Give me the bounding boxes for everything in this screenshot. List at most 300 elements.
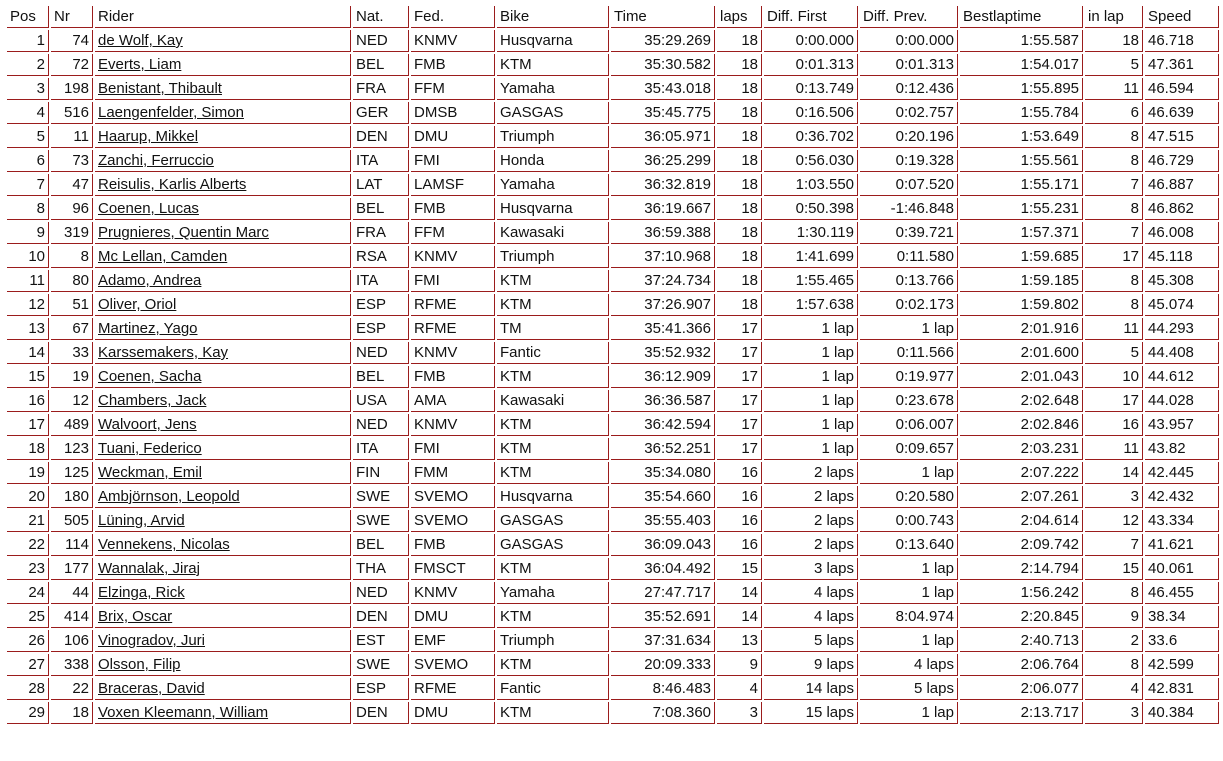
cell-diff-first: 1 lap — [764, 414, 858, 436]
cell-in-lap: 11 — [1085, 78, 1143, 100]
cell-bike: KTM — [497, 462, 609, 484]
cell-fed: EMF — [411, 630, 495, 652]
cell-rider — [95, 438, 351, 460]
cell-nat: BEL — [353, 54, 409, 76]
cell-nr: 73 — [51, 150, 93, 172]
rider-link[interactable]: Adamo, Andrea — [98, 272, 202, 289]
cell-nat: DEN — [353, 606, 409, 628]
cell-speed: 46.455 — [1145, 582, 1219, 604]
cell-rider — [95, 342, 351, 364]
cell-rider — [95, 198, 351, 220]
cell-rider — [95, 174, 351, 196]
cell-bike: GASGAS — [497, 534, 609, 556]
cell-laps: 14 — [717, 606, 762, 628]
cell-in-lap: 7 — [1085, 174, 1143, 196]
cell-bike: Yamaha — [497, 174, 609, 196]
cell-nat: SWE — [353, 486, 409, 508]
cell-laps: 18 — [717, 78, 762, 100]
cell-diff-prev: 0:11.566 — [860, 342, 958, 364]
table-row — [7, 702, 1219, 724]
cell-speed: 43.82 — [1145, 438, 1219, 460]
rider-link[interactable]: Wannalak, Jiraj — [98, 560, 200, 577]
results-table — [5, 4, 1221, 726]
table-row — [7, 342, 1219, 364]
cell-bike: Triumph — [497, 126, 609, 148]
cell-fed: DMSB — [411, 102, 495, 124]
cell-bike: KTM — [497, 294, 609, 316]
cell-nat: ESP — [353, 318, 409, 340]
cell-bestlaptime: 1:59.685 — [960, 246, 1083, 268]
cell-fed: DMU — [411, 702, 495, 724]
cell-in-lap: 8 — [1085, 198, 1143, 220]
cell-bestlaptime: 2:09.742 — [960, 534, 1083, 556]
cell-nat: FRA — [353, 222, 409, 244]
cell-bestlaptime: 2:14.794 — [960, 558, 1083, 580]
cell-diff-prev: 0:13.766 — [860, 270, 958, 292]
cell-nr: 8 — [51, 246, 93, 268]
cell-speed: 46.718 — [1145, 30, 1219, 52]
cell-laps: 3 — [717, 702, 762, 724]
cell-diff-first: 5 laps — [764, 630, 858, 652]
cell-pos: 5 — [7, 126, 49, 148]
cell-rider — [95, 294, 351, 316]
rider-link[interactable]: Ambjörnson, Leopold — [98, 488, 240, 505]
cell-diff-first: 2 laps — [764, 462, 858, 484]
cell-nr: 18 — [51, 702, 93, 724]
cell-diff-first: 1 lap — [764, 342, 858, 364]
cell-nat: ESP — [353, 678, 409, 700]
cell-bestlaptime: 2:06.764 — [960, 654, 1083, 676]
rider-link[interactable]: Oliver, Oriol — [98, 296, 177, 313]
cell-speed: 46.887 — [1145, 174, 1219, 196]
table-row — [7, 270, 1219, 292]
cell-diff-first: 1 lap — [764, 438, 858, 460]
cell-in-lap: 3 — [1085, 702, 1143, 724]
cell-nr: 489 — [51, 414, 93, 436]
cell-laps: 18 — [717, 102, 762, 124]
rider-link[interactable]: Lüning, Arvid — [98, 512, 185, 529]
cell-bestlaptime: 1:55.895 — [960, 78, 1083, 100]
rider-link[interactable]: Olsson, Filip — [98, 656, 181, 673]
cell-rider — [95, 510, 351, 532]
cell-pos: 10 — [7, 246, 49, 268]
cell-diff-prev: 0:12.436 — [860, 78, 958, 100]
cell-diff-prev: -1:46.848 — [860, 198, 958, 220]
cell-diff-prev: 0:11.580 — [860, 246, 958, 268]
column-header-nat: Nat. — [353, 6, 409, 28]
rider-link[interactable]: Benistant, Thibault — [98, 80, 222, 97]
cell-laps: 17 — [717, 390, 762, 412]
cell-nat: DEN — [353, 126, 409, 148]
cell-pos: 8 — [7, 198, 49, 220]
cell-diff-prev: 1 lap — [860, 558, 958, 580]
cell-nr: 51 — [51, 294, 93, 316]
rider-link[interactable]: Mc Lellan, Camden — [98, 248, 228, 265]
cell-rider — [95, 78, 351, 100]
cell-fed: SVEMO — [411, 510, 495, 532]
cell-time: 36:36.587 — [611, 390, 715, 412]
cell-time: 36:59.388 — [611, 222, 715, 244]
rider-link[interactable]: Prugnieres, Quentin Marc — [98, 224, 269, 241]
cell-nr: 338 — [51, 654, 93, 676]
cell-time: 35:34.080 — [611, 462, 715, 484]
cell-laps: 17 — [717, 342, 762, 364]
cell-diff-first: 0:56.030 — [764, 150, 858, 172]
cell-pos: 22 — [7, 534, 49, 556]
cell-diff-prev: 4 laps — [860, 654, 958, 676]
cell-fed: KNMV — [411, 342, 495, 364]
cell-nat: NED — [353, 342, 409, 364]
cell-bike: KTM — [497, 654, 609, 676]
table-row — [7, 246, 1219, 268]
rider-link[interactable]: Vinogradov, Juri — [98, 632, 206, 649]
cell-diff-prev: 0:20.580 — [860, 486, 958, 508]
cell-nat: NED — [353, 30, 409, 52]
cell-speed: 41.621 — [1145, 534, 1219, 556]
rider-link[interactable]: Martinez, Yago — [98, 320, 198, 337]
cell-bestlaptime: 1:55.587 — [960, 30, 1083, 52]
cell-speed: 42.432 — [1145, 486, 1219, 508]
cell-time: 36:25.299 — [611, 150, 715, 172]
cell-speed: 47.361 — [1145, 54, 1219, 76]
rider-link[interactable]: Chambers, Jack — [98, 392, 207, 409]
table-row — [7, 78, 1219, 100]
cell-time: 35:55.403 — [611, 510, 715, 532]
cell-nat: NED — [353, 582, 409, 604]
cell-bestlaptime: 1:59.802 — [960, 294, 1083, 316]
cell-time: 35:45.775 — [611, 102, 715, 124]
cell-laps: 18 — [717, 174, 762, 196]
table-row — [7, 630, 1219, 652]
cell-bike: Kawasaki — [497, 222, 609, 244]
cell-pos: 15 — [7, 366, 49, 388]
cell-in-lap: 9 — [1085, 606, 1143, 628]
cell-bestlaptime: 2:07.261 — [960, 486, 1083, 508]
table-row — [7, 294, 1219, 316]
rider-link[interactable]: Reisulis, Karlis Alberts — [98, 176, 247, 193]
cell-bestlaptime: 2:40.713 — [960, 630, 1083, 652]
table-row — [7, 102, 1219, 124]
cell-fed: SVEMO — [411, 486, 495, 508]
cell-laps: 18 — [717, 150, 762, 172]
cell-in-lap: 8 — [1085, 126, 1143, 148]
cell-nat: SWE — [353, 510, 409, 532]
cell-in-lap: 3 — [1085, 486, 1143, 508]
cell-fed: SVEMO — [411, 654, 495, 676]
cell-in-lap: 11 — [1085, 438, 1143, 460]
cell-bestlaptime: 1:55.231 — [960, 198, 1083, 220]
cell-nat: SWE — [353, 654, 409, 676]
cell-diff-first: 1:41.699 — [764, 246, 858, 268]
rider-link[interactable]: Elzinga, Rick — [98, 584, 185, 601]
cell-in-lap: 8 — [1085, 582, 1143, 604]
rider-link[interactable]: Walvoort, Jens — [98, 416, 197, 433]
cell-diff-first: 0:01.313 — [764, 54, 858, 76]
column-header-bestlaptime: Bestlaptime — [960, 6, 1083, 28]
cell-bike: KTM — [497, 558, 609, 580]
cell-rider — [95, 150, 351, 172]
cell-time: 36:32.819 — [611, 174, 715, 196]
cell-rider — [95, 414, 351, 436]
cell-rider — [95, 54, 351, 76]
cell-bestlaptime: 2:02.648 — [960, 390, 1083, 412]
cell-bike: KTM — [497, 366, 609, 388]
cell-in-lap: 17 — [1085, 390, 1143, 412]
cell-fed: FMI — [411, 150, 495, 172]
cell-diff-prev: 0:39.721 — [860, 222, 958, 244]
rider-link[interactable]: Weckman, Emil — [98, 464, 202, 481]
cell-pos: 4 — [7, 102, 49, 124]
cell-diff-first: 1 lap — [764, 318, 858, 340]
cell-pos: 28 — [7, 678, 49, 700]
cell-laps: 18 — [717, 270, 762, 292]
cell-nr: 414 — [51, 606, 93, 628]
column-header-fed: Fed. — [411, 6, 495, 28]
cell-rider — [95, 702, 351, 724]
cell-pos: 21 — [7, 510, 49, 532]
cell-nat: ESP — [353, 294, 409, 316]
cell-rider — [95, 606, 351, 628]
cell-bestlaptime: 2:01.600 — [960, 342, 1083, 364]
cell-diff-prev: 0:19.328 — [860, 150, 958, 172]
cell-time: 35:41.366 — [611, 318, 715, 340]
cell-fed: DMU — [411, 606, 495, 628]
table-row — [7, 198, 1219, 220]
cell-bike: Honda — [497, 150, 609, 172]
rider-link[interactable]: Everts, Liam — [98, 56, 182, 73]
cell-nr: 106 — [51, 630, 93, 652]
cell-speed: 47.515 — [1145, 126, 1219, 148]
column-header-diff-prev: Diff. Prev. — [860, 6, 958, 28]
cell-pos: 27 — [7, 654, 49, 676]
cell-bike: KTM — [497, 54, 609, 76]
cell-pos: 19 — [7, 462, 49, 484]
cell-nr: 96 — [51, 198, 93, 220]
cell-nr: 12 — [51, 390, 93, 412]
cell-laps: 18 — [717, 294, 762, 316]
cell-speed: 38.34 — [1145, 606, 1219, 628]
rider-link[interactable]: Vennekens, Nicolas — [98, 536, 230, 553]
cell-bike: Husqvarna — [497, 198, 609, 220]
column-header-bike: Bike — [497, 6, 609, 28]
rider-link[interactable]: Voxen Kleemann, William — [98, 704, 269, 721]
cell-laps: 18 — [717, 54, 762, 76]
cell-bestlaptime: 1:54.017 — [960, 54, 1083, 76]
cell-diff-prev: 0:02.757 — [860, 102, 958, 124]
cell-fed: FMSCT — [411, 558, 495, 580]
cell-diff-first: 9 laps — [764, 654, 858, 676]
cell-diff-prev: 1 lap — [860, 702, 958, 724]
cell-diff-first: 4 laps — [764, 582, 858, 604]
cell-nr: 180 — [51, 486, 93, 508]
cell-laps: 17 — [717, 366, 762, 388]
cell-in-lap: 2 — [1085, 630, 1143, 652]
cell-rider — [95, 270, 351, 292]
cell-rider — [95, 102, 351, 124]
cell-time: 36:05.971 — [611, 126, 715, 148]
cell-bike: KTM — [497, 438, 609, 460]
cell-speed: 40.061 — [1145, 558, 1219, 580]
cell-rider — [95, 486, 351, 508]
table-row — [7, 678, 1219, 700]
cell-diff-first: 0:13.749 — [764, 78, 858, 100]
cell-rider — [95, 534, 351, 556]
cell-fed: KNMV — [411, 582, 495, 604]
cell-in-lap: 7 — [1085, 534, 1143, 556]
cell-diff-prev: 1 lap — [860, 630, 958, 652]
cell-bestlaptime: 2:01.916 — [960, 318, 1083, 340]
cell-fed: FMB — [411, 198, 495, 220]
cell-nr: 125 — [51, 462, 93, 484]
cell-fed: RFME — [411, 318, 495, 340]
cell-time: 37:26.907 — [611, 294, 715, 316]
column-header-pos: Pos — [7, 6, 49, 28]
cell-rider — [95, 222, 351, 244]
cell-rider — [95, 126, 351, 148]
cell-nr: 319 — [51, 222, 93, 244]
cell-in-lap: 5 — [1085, 342, 1143, 364]
cell-diff-prev: 0:06.007 — [860, 414, 958, 436]
cell-speed: 42.599 — [1145, 654, 1219, 676]
cell-diff-first: 4 laps — [764, 606, 858, 628]
cell-bike: Yamaha — [497, 582, 609, 604]
table-row — [7, 558, 1219, 580]
cell-bike: GASGAS — [497, 102, 609, 124]
cell-laps: 16 — [717, 486, 762, 508]
cell-time: 35:54.660 — [611, 486, 715, 508]
table-row — [7, 582, 1219, 604]
cell-bike: Husqvarna — [497, 486, 609, 508]
cell-speed: 45.118 — [1145, 246, 1219, 268]
cell-nr: 123 — [51, 438, 93, 460]
cell-nr: 11 — [51, 126, 93, 148]
cell-time: 36:42.594 — [611, 414, 715, 436]
cell-diff-first: 0:16.506 — [764, 102, 858, 124]
cell-speed: 44.293 — [1145, 318, 1219, 340]
rider-link[interactable]: Haarup, Mikkel — [98, 128, 199, 145]
cell-laps: 4 — [717, 678, 762, 700]
cell-nat: USA — [353, 390, 409, 412]
table-row — [7, 126, 1219, 148]
rider-link[interactable]: Laengenfelder, Simon — [98, 104, 244, 121]
cell-bestlaptime: 1:55.561 — [960, 150, 1083, 172]
cell-bestlaptime: 1:55.784 — [960, 102, 1083, 124]
cell-nat: EST — [353, 630, 409, 652]
cell-fed: AMA — [411, 390, 495, 412]
cell-in-lap: 14 — [1085, 462, 1143, 484]
cell-diff-prev: 8:04.974 — [860, 606, 958, 628]
column-header-in-lap: in lap — [1085, 6, 1143, 28]
cell-fed: FMB — [411, 366, 495, 388]
cell-pos: 16 — [7, 390, 49, 412]
cell-time: 36:09.043 — [611, 534, 715, 556]
table-row — [7, 534, 1219, 556]
rider-link[interactable]: Tuani, Federico — [98, 440, 202, 457]
cell-time: 35:43.018 — [611, 78, 715, 100]
cell-time: 36:04.492 — [611, 558, 715, 580]
rider-link[interactable]: Coenen, Sacha — [98, 368, 202, 385]
cell-pos: 29 — [7, 702, 49, 724]
cell-in-lap: 11 — [1085, 318, 1143, 340]
cell-speed: 42.831 — [1145, 678, 1219, 700]
table-row — [7, 222, 1219, 244]
cell-in-lap: 7 — [1085, 222, 1143, 244]
cell-laps: 18 — [717, 198, 762, 220]
cell-nr: 72 — [51, 54, 93, 76]
cell-pos: 6 — [7, 150, 49, 172]
cell-diff-prev: 0:23.678 — [860, 390, 958, 412]
rider-link[interactable]: Brix, Oscar — [98, 608, 173, 625]
cell-rider — [95, 582, 351, 604]
cell-diff-first: 1 lap — [764, 390, 858, 412]
cell-diff-first: 1 lap — [764, 366, 858, 388]
rider-link[interactable]: Coenen, Lucas — [98, 200, 199, 217]
cell-nr: 505 — [51, 510, 93, 532]
cell-time: 37:24.734 — [611, 270, 715, 292]
rider-link[interactable]: Karssemakers, Kay — [98, 344, 229, 361]
column-header-time: Time — [611, 6, 715, 28]
cell-diff-prev: 5 laps — [860, 678, 958, 700]
cell-in-lap: 16 — [1085, 414, 1143, 436]
cell-pos: 26 — [7, 630, 49, 652]
cell-pos: 11 — [7, 270, 49, 292]
rider-link[interactable]: Zanchi, Ferruccio — [98, 152, 214, 169]
cell-bike: Fantic — [497, 342, 609, 364]
cell-pos: 7 — [7, 174, 49, 196]
cell-bike: Triumph — [497, 630, 609, 652]
cell-diff-prev: 0:20.196 — [860, 126, 958, 148]
table-row — [7, 174, 1219, 196]
cell-speed: 46.639 — [1145, 102, 1219, 124]
cell-nat: RSA — [353, 246, 409, 268]
cell-in-lap: 12 — [1085, 510, 1143, 532]
cell-nr: 516 — [51, 102, 93, 124]
cell-bestlaptime: 1:56.242 — [960, 582, 1083, 604]
rider-link[interactable]: Braceras, David — [98, 680, 205, 697]
cell-in-lap: 8 — [1085, 294, 1143, 316]
cell-in-lap: 18 — [1085, 30, 1143, 52]
cell-laps: 16 — [717, 534, 762, 556]
cell-time: 8:46.483 — [611, 678, 715, 700]
cell-speed: 45.308 — [1145, 270, 1219, 292]
cell-rider — [95, 30, 351, 52]
results-body — [7, 30, 1219, 724]
cell-speed: 33.6 — [1145, 630, 1219, 652]
table-row — [7, 150, 1219, 172]
cell-speed: 46.729 — [1145, 150, 1219, 172]
cell-speed: 46.008 — [1145, 222, 1219, 244]
cell-fed: KNMV — [411, 30, 495, 52]
cell-diff-prev: 0:00.743 — [860, 510, 958, 532]
cell-in-lap: 15 — [1085, 558, 1143, 580]
cell-nat: THA — [353, 558, 409, 580]
cell-time: 36:52.251 — [611, 438, 715, 460]
cell-time: 7:08.360 — [611, 702, 715, 724]
cell-diff-first: 0:50.398 — [764, 198, 858, 220]
cell-diff-first: 2 laps — [764, 486, 858, 508]
cell-in-lap: 17 — [1085, 246, 1143, 268]
cell-laps: 16 — [717, 510, 762, 532]
rider-link[interactable]: de Wolf, Kay — [98, 32, 183, 49]
column-header-diff-first: Diff. First — [764, 6, 858, 28]
cell-fed: DMU — [411, 126, 495, 148]
cell-fed: FMI — [411, 438, 495, 460]
cell-bike: KTM — [497, 414, 609, 436]
cell-nat: NED — [353, 414, 409, 436]
cell-bestlaptime: 2:13.717 — [960, 702, 1083, 724]
cell-rider — [95, 630, 351, 652]
cell-fed: FFM — [411, 78, 495, 100]
